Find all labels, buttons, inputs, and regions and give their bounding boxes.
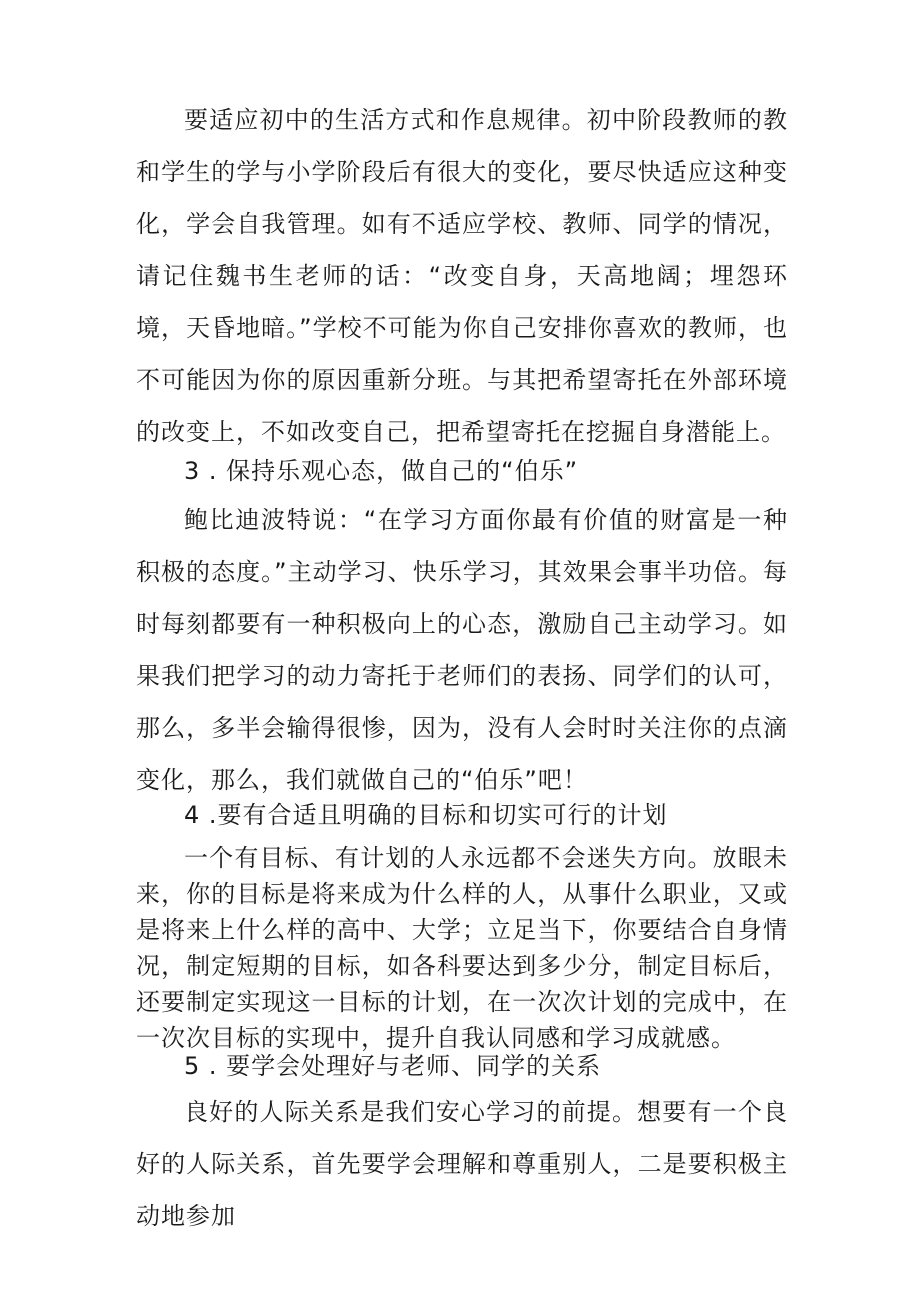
paragraph-adapt-routine: 要适应初中的生活方式和作息规律。初中阶段教师的教和学生的学与小学阶段后有很大的变化，要尽快适应这种变化，学会自我管理。如有不适应学校、教师、同学的情况，请记住魏书生老师的话：“改变自身，天高地阔；埋怨环境，天昏地暗。”学校不可能为你自己安排你喜欢的教师，也不可能因为你的原因重新分班。与其把希望寄托在外部环境的改变上，不如改变自己，把希望寄托在挖掘自身潜能上。	[136, 106, 788, 446]
paragraph-relationships: 良好的人际关系是我们安心学习的前提。想要有一个良好的人际关系，首先要学会理解和尊重别人，二是要积极主动地参加	[136, 1098, 788, 1230]
section-heading-relationships: 5 . 要学会处理好与老师、同学的关系	[184, 1052, 602, 1080]
section-heading-optimism: 3 . 保持乐观心态，做自己的“伯乐”	[184, 457, 579, 485]
section-heading-goals: 4 .要有合适且明确的目标和切实可行的计划	[184, 801, 668, 829]
paragraph-goals-plans: 一个有目标、有计划的人永远都不会迷失方向。放眼未来，你的目标是将来成为什么样的人，从事什么职业，又或是将来上什么样的高中、大学；立足当下，你要结合自身情况，制定短期的目标，如各科要达到多少分，制定目标后，还要制定实现这一目标的计划，在一次次计划的完成中，在一次次目标的实现中，提升自我认同感和学习成就感。	[136, 844, 788, 1052]
paragraph-positive-attitude: 鲍比迪波特说：“在学习方面你最有价值的财富是一种积极的态度。”主动学习、快乐学习，其效果会事半功倍。每时每刻都要有一种积极向上的心态，激励自己主动学习。如果我们把学习的动力寄托于老师们的表扬、同学们的认可，那么，多半会输得很惨，因为，没有人会时时关注你的点滴变化，那么，我们就做自己的“伯乐”吧！	[136, 506, 788, 794]
